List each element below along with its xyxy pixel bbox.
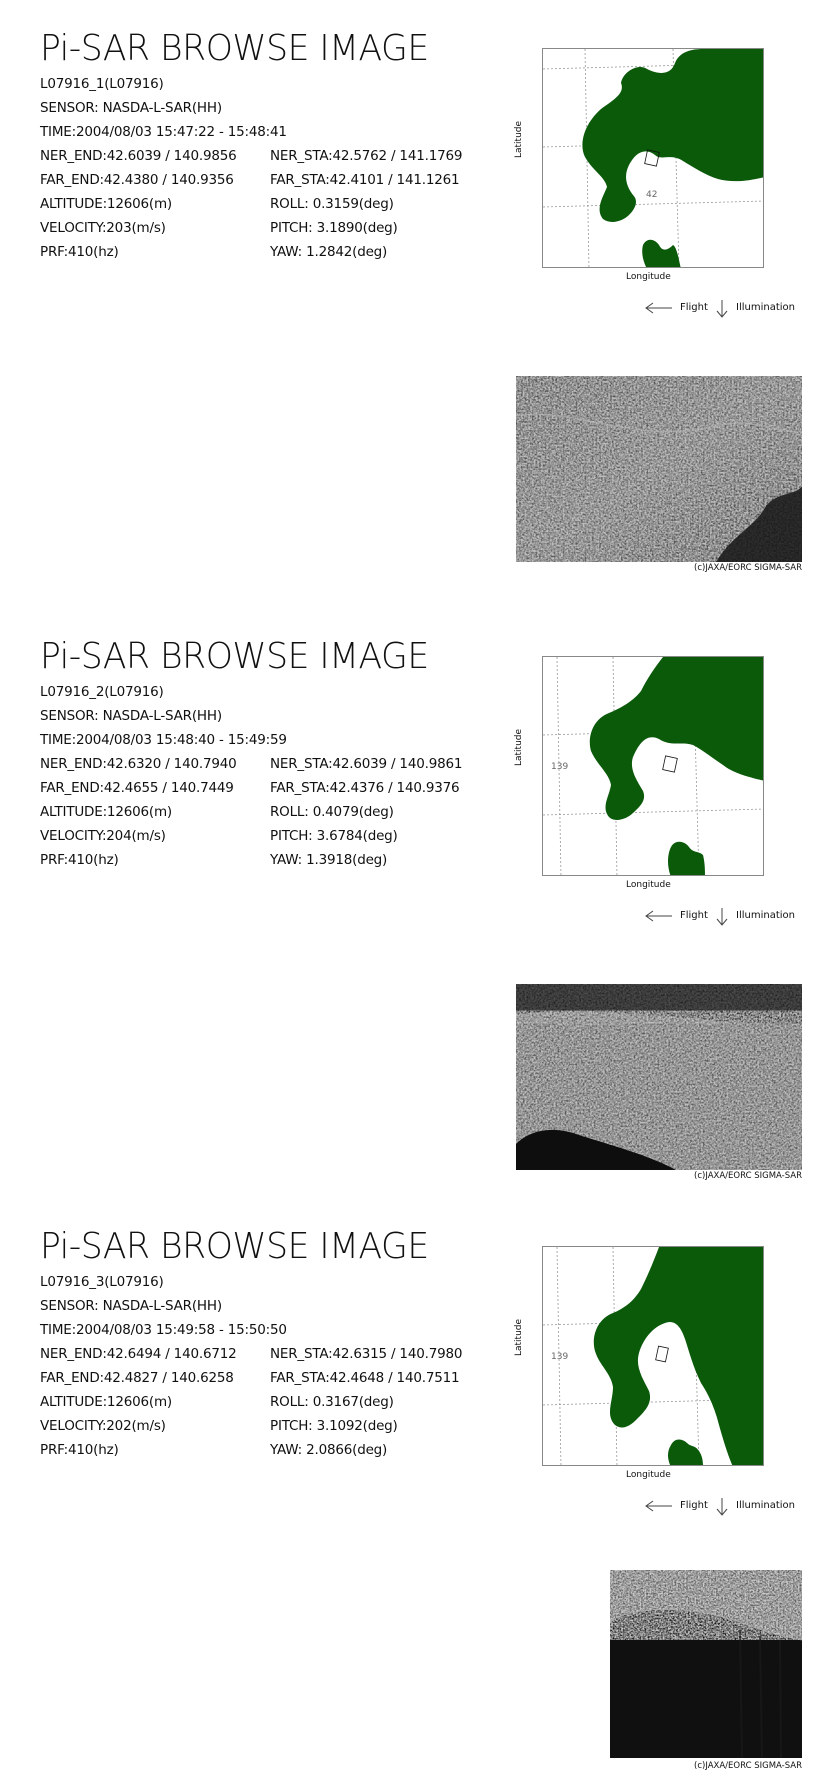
page-title: Pi-SAR BROWSE IMAGE xyxy=(40,1226,429,1267)
grid-label: 42 xyxy=(646,190,658,200)
pitch: PITCH: 3.1890(deg) xyxy=(270,220,398,236)
flight-label: Flight xyxy=(680,302,708,313)
sar-image xyxy=(610,1570,802,1758)
sensor: SENSOR: NASDA-L-SAR(HH) xyxy=(40,708,222,724)
scene-id: L07916_2(L07916) xyxy=(40,684,164,700)
illumination-arrow-icon xyxy=(714,907,730,927)
map-frame xyxy=(542,48,764,268)
yaw: YAW: 2.0866(deg) xyxy=(270,1442,388,1458)
pitch: PITCH: 3.1092(deg) xyxy=(270,1418,398,1434)
longitude-label: Longitude xyxy=(626,272,671,282)
flight-label: Flight xyxy=(680,910,708,921)
copyright: (c)JAXA/EORC SIGMA-SAR xyxy=(694,563,802,573)
flight-arrow-icon xyxy=(644,300,674,316)
land-mass xyxy=(582,49,764,222)
velocity: VELOCITY:204(m/s) xyxy=(40,828,166,844)
far-end: FAR_END:42.4655 / 140.7449 xyxy=(40,780,234,796)
velocity: VELOCITY:202(m/s) xyxy=(40,1418,166,1434)
time: TIME:2004/08/03 15:48:40 - 15:49:59 xyxy=(40,732,287,748)
prf: PRF:410(hz) xyxy=(40,852,119,868)
sar-image xyxy=(516,376,802,562)
illumination-arrow-icon xyxy=(714,299,730,319)
direction-legend xyxy=(644,908,820,926)
illumination-label: Illumination xyxy=(736,910,795,921)
yaw: YAW: 1.3918(deg) xyxy=(270,852,388,868)
roll: ROLL: 0.4079(deg) xyxy=(270,804,394,820)
copyright: (c)JAXA/EORC SIGMA-SAR xyxy=(694,1171,802,1181)
ner-sta: NER_STA:42.5762 / 141.1769 xyxy=(270,148,463,164)
copyright: (c)JAXA/EORC SIGMA-SAR xyxy=(694,1761,802,1771)
sensor: SENSOR: NASDA-L-SAR(HH) xyxy=(40,1298,222,1314)
land-mass xyxy=(590,657,764,820)
far-sta: FAR_STA:42.4101 / 141.1261 xyxy=(270,172,460,188)
time: TIME:2004/08/03 15:49:58 - 15:50:50 xyxy=(40,1322,287,1338)
ner-sta: NER_STA:42.6315 / 140.7980 xyxy=(270,1346,463,1362)
browse-section-3 xyxy=(0,1198,822,1785)
flight-arrow-icon xyxy=(644,1498,674,1514)
location-map xyxy=(514,48,768,284)
illumination-label: Illumination xyxy=(736,1500,795,1511)
far-end: FAR_END:42.4827 / 140.6258 xyxy=(40,1370,234,1386)
browse-section-1 xyxy=(0,0,822,600)
info-left-column xyxy=(40,680,287,872)
scene-id: L07916_3(L07916) xyxy=(40,1274,164,1290)
map-graphic xyxy=(543,49,764,268)
roll: ROLL: 0.3167(deg) xyxy=(270,1394,394,1410)
latitude-label: Latitude xyxy=(514,120,524,158)
latitude-label: Latitude xyxy=(514,728,524,766)
page-title: Pi-SAR BROWSE IMAGE xyxy=(40,636,429,677)
altitude: ALTITUDE:12606(m) xyxy=(40,804,172,820)
map-frame xyxy=(542,656,764,876)
direction-legend xyxy=(644,1498,820,1516)
grid-label: 139 xyxy=(551,1352,569,1362)
direction-legend xyxy=(644,300,820,318)
roll: ROLL: 0.3159(deg) xyxy=(270,196,394,212)
altitude: ALTITUDE:12606(m) xyxy=(40,1394,172,1410)
flight-arrow-icon xyxy=(644,908,674,924)
yaw: YAW: 1.2842(deg) xyxy=(270,244,388,260)
pitch: PITCH: 3.6784(deg) xyxy=(270,828,398,844)
info-right-column xyxy=(270,752,462,872)
page-title: Pi-SAR BROWSE IMAGE xyxy=(40,28,429,69)
map-graphic xyxy=(543,1247,764,1466)
illumination-arrow-icon xyxy=(714,1497,730,1517)
velocity: VELOCITY:203(m/s) xyxy=(40,220,166,236)
far-end: FAR_END:42.4380 / 140.9356 xyxy=(40,172,234,188)
prf: PRF:410(hz) xyxy=(40,1442,119,1458)
scene-id: L07916_1(L07916) xyxy=(40,76,164,92)
map-graphic xyxy=(543,657,764,876)
sar-texture xyxy=(516,376,802,562)
sar-texture xyxy=(516,984,802,1170)
ner-sta: NER_STA:42.6039 / 140.9861 xyxy=(270,756,463,772)
browse-section-2 xyxy=(0,608,822,1208)
grid-label: 139 xyxy=(551,762,569,772)
info-left-column xyxy=(40,1270,287,1462)
flight-label: Flight xyxy=(680,1500,708,1511)
location-map xyxy=(514,1246,768,1482)
longitude-label: Longitude xyxy=(626,1470,671,1480)
ner-end: NER_END:42.6320 / 140.7940 xyxy=(40,756,237,772)
info-left-column xyxy=(40,72,287,264)
latitude-label: Latitude xyxy=(514,1318,524,1356)
ner-end: NER_END:42.6039 / 140.9856 xyxy=(40,148,237,164)
info-right-column xyxy=(270,144,462,264)
prf: PRF:410(hz) xyxy=(40,244,119,260)
far-sta: FAR_STA:42.4376 / 140.9376 xyxy=(270,780,460,796)
sar-texture xyxy=(610,1570,802,1758)
map-frame xyxy=(542,1246,764,1466)
ner-end: NER_END:42.6494 / 140.6712 xyxy=(40,1346,237,1362)
far-sta: FAR_STA:42.4648 / 140.7511 xyxy=(270,1370,460,1386)
altitude: ALTITUDE:12606(m) xyxy=(40,196,172,212)
sar-image xyxy=(516,984,802,1170)
location-map xyxy=(514,656,768,892)
info-right-column xyxy=(270,1342,462,1462)
sensor: SENSOR: NASDA-L-SAR(HH) xyxy=(40,100,222,116)
illumination-label: Illumination xyxy=(736,302,795,313)
time: TIME:2004/08/03 15:47:22 - 15:48:41 xyxy=(40,124,287,140)
longitude-label: Longitude xyxy=(626,880,671,890)
land-mass xyxy=(594,1247,764,1466)
